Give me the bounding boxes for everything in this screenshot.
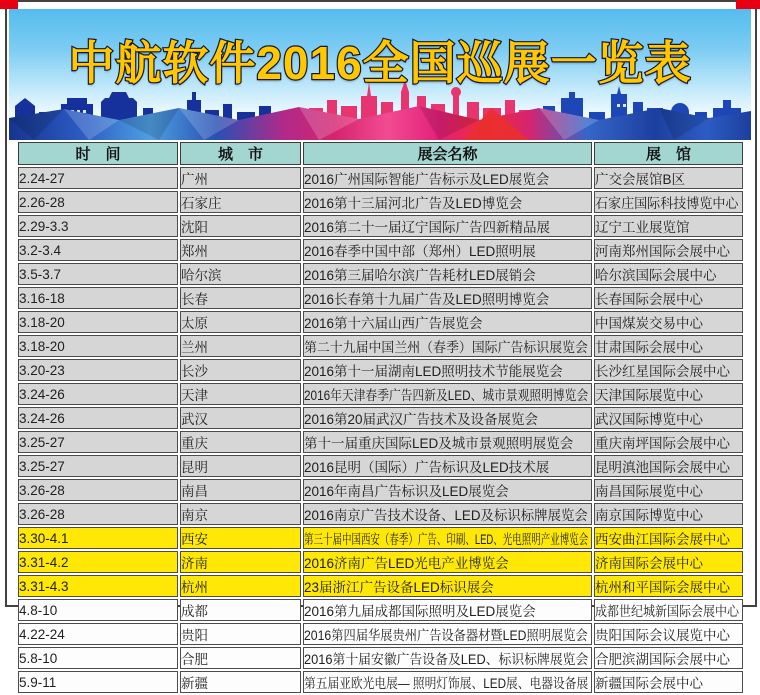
cell-event: 2016第二十一届辽宁国际广告四新精品展 <box>303 215 592 237</box>
cell-event: 2016广州国际智能广告标示及LED展览会 <box>303 167 592 189</box>
cell-venue: 广交会展馆B区 <box>594 167 743 189</box>
cell-venue: 甘肃国际会展中心 <box>594 335 743 357</box>
cell-time: 3.30-4.1 <box>18 527 178 549</box>
cell-venue: 长春国际会展中心 <box>594 287 743 309</box>
header-time: 时 间 <box>18 142 178 165</box>
cell-venue: 合肥滨湖国际会展中心 <box>594 647 743 669</box>
page-title: 中航软件2016全国巡展一览表 <box>68 37 692 89</box>
cell-city: 杭州 <box>180 575 301 597</box>
cell-time: 3.31-4.3 <box>18 575 178 597</box>
cell-city: 重庆 <box>180 431 301 453</box>
exhibition-table <box>16 140 745 695</box>
cell-venue: 成都世纪城新国际会展中心 <box>594 599 743 621</box>
cell-city: 贵阳 <box>180 623 301 645</box>
table-row <box>18 215 743 237</box>
cell-time: 3.24-26 <box>18 383 178 405</box>
cell-event: 2016长春第十九届广告及LED照明博览会 <box>303 287 592 309</box>
cell-city: 天津 <box>180 383 301 405</box>
cell-city: 哈尔滨 <box>180 263 301 285</box>
table-row <box>18 167 743 189</box>
table-row <box>18 599 743 621</box>
cell-event: 2016南京广告技术设备、LED及标识标牌展览会 <box>303 503 592 525</box>
table-row <box>18 191 743 213</box>
table-row <box>18 575 743 597</box>
cell-city: 兰州 <box>180 335 301 357</box>
table-row <box>18 479 743 501</box>
cell-event: 2016昆明（国际）广告标识及LED技术展 <box>303 455 592 477</box>
cell-time: 3.26-28 <box>18 503 178 525</box>
table-row <box>18 503 743 525</box>
table-row <box>18 671 743 693</box>
cell-venue: 济南国际会展中心 <box>594 551 743 573</box>
cell-venue: 杭州和平国际会展中心 <box>594 575 743 597</box>
cell-time: 3.24-26 <box>18 407 178 429</box>
banner <box>9 9 751 140</box>
table-row <box>18 311 743 333</box>
cell-time: 4.8-10 <box>18 599 178 621</box>
table-row <box>18 335 743 357</box>
cell-venue: 天津国际展览中心 <box>594 383 743 405</box>
cell-event: 2016第十一届湖南LED照明技术节能展览会 <box>303 359 592 381</box>
cell-venue: 南昌国际展览中心 <box>594 479 743 501</box>
cell-venue: 西安曲江国际会展中心 <box>594 527 743 549</box>
cell-venue: 辽宁工业展览馆 <box>594 215 743 237</box>
cell-city: 西安 <box>180 527 301 549</box>
cell-city: 成都 <box>180 599 301 621</box>
table-row <box>18 287 743 309</box>
cell-event: 2016第20届武汉广告技术及设备展览会 <box>303 407 592 429</box>
cell-venue: 中国煤炭交易中心 <box>594 311 743 333</box>
table-row <box>18 455 743 477</box>
cell-city: 郑州 <box>180 239 301 261</box>
cell-event: 2016第十三届河北广告及LED博览会 <box>303 191 592 213</box>
cell-event: 2016第十届安徽广告设备及LED、标识标牌展览会 <box>303 647 592 669</box>
cell-venue: 重庆南坪国际会展中心 <box>594 431 743 453</box>
cell-venue: 贵阳国际会议展览中心 <box>594 623 743 645</box>
cell-venue: 河南郑州国际会展中心 <box>594 239 743 261</box>
table-body <box>18 167 743 693</box>
cell-venue: 南京国际博览中心 <box>594 503 743 525</box>
cell-event: 2016春季中国中部（郑州）LED照明展 <box>303 239 592 261</box>
header-venue: 展 馆 <box>594 142 743 165</box>
cell-venue: 长沙红星国际会展中心 <box>594 359 743 381</box>
cell-venue: 石家庄国际科技博览中心 <box>594 191 743 213</box>
cell-city: 昆明 <box>180 455 301 477</box>
cell-city: 长沙 <box>180 359 301 381</box>
cell-time: 2.26-28 <box>18 191 178 213</box>
table-row <box>18 359 743 381</box>
cell-event: 2016第九届成都国际照明及LED展览会 <box>303 599 592 621</box>
cell-city: 南昌 <box>180 479 301 501</box>
cell-event: 第十一届重庆国际LED及城市景观照明展览会 <box>303 431 592 453</box>
cell-time: 3.5-3.7 <box>18 263 178 285</box>
table-row <box>18 407 743 429</box>
cell-event: 第五届亚欧光电展— 照明灯饰展、LED展、电器设备展 <box>303 671 592 693</box>
header-event: 展会名称 <box>303 142 592 165</box>
cell-city: 长春 <box>180 287 301 309</box>
cell-time: 3.25-27 <box>18 431 178 453</box>
cell-time: 5.8-10 <box>18 647 178 669</box>
cell-venue: 哈尔滨国际会展中心 <box>594 263 743 285</box>
cell-time: 3.31-4.2 <box>18 551 178 573</box>
table-row <box>18 383 743 405</box>
cell-event: 2016第十六届山西广告展览会 <box>303 311 592 333</box>
cell-city: 新疆 <box>180 671 301 693</box>
cell-time: 4.22-24 <box>18 623 178 645</box>
cell-time: 3.20-23 <box>18 359 178 381</box>
table-row <box>18 431 743 453</box>
cell-event: 2016年南昌广告标识及LED展览会 <box>303 479 592 501</box>
cell-event: 2016济南广告LED光电产业博览会 <box>303 551 592 573</box>
cell-time: 2.24-27 <box>18 167 178 189</box>
corner-mark-top-right <box>736 0 760 9</box>
table-header-row <box>18 142 743 165</box>
table-row <box>18 623 743 645</box>
cell-city: 石家庄 <box>180 191 301 213</box>
cell-time: 3.16-18 <box>18 287 178 309</box>
cell-time: 3.2-3.4 <box>18 239 178 261</box>
cell-city: 合肥 <box>180 647 301 669</box>
cell-event: 2016第四届华展贵州广告设备器材暨LED照明展览会 <box>303 623 592 645</box>
cell-venue: 新疆国际会展中心 <box>594 671 743 693</box>
cell-time: 5.9-11 <box>18 671 178 693</box>
table-row <box>18 527 743 549</box>
cell-city: 武汉 <box>180 407 301 429</box>
cell-city: 南京 <box>180 503 301 525</box>
cell-city: 广州 <box>180 167 301 189</box>
cell-time: 3.18-20 <box>18 335 178 357</box>
cell-event: 2016第三届哈尔滨广告耗材LED展销会 <box>303 263 592 285</box>
table-row <box>18 551 743 573</box>
table-row <box>18 647 743 669</box>
cell-time: 2.29-3.3 <box>18 215 178 237</box>
cell-event: 第三十届中国西安（春季）广告、印刷、LED、光电照明产业博览会 <box>303 527 592 549</box>
cell-time: 3.25-27 <box>18 455 178 477</box>
table-row <box>18 239 743 261</box>
cell-city: 沈阳 <box>180 215 301 237</box>
cell-event: 2016年天津春季广告四新及LED、城市景观照明博览会 <box>303 383 592 405</box>
cell-venue: 武汉国际博览中心 <box>594 407 743 429</box>
cell-city: 济南 <box>180 551 301 573</box>
cell-time: 3.18-20 <box>18 311 178 333</box>
header-city: 城 市 <box>180 142 301 165</box>
cell-event: 23届浙江广告设备LED标识展会 <box>303 575 592 597</box>
cell-venue: 昆明滇池国际会展中心 <box>594 455 743 477</box>
cell-event: 第二十九届中国兰州（春季）国际广告标识展览会 <box>303 335 592 357</box>
corner-mark-top-left <box>0 0 18 9</box>
cell-city: 太原 <box>180 311 301 333</box>
cell-time: 3.26-28 <box>18 479 178 501</box>
table-row <box>18 263 743 285</box>
